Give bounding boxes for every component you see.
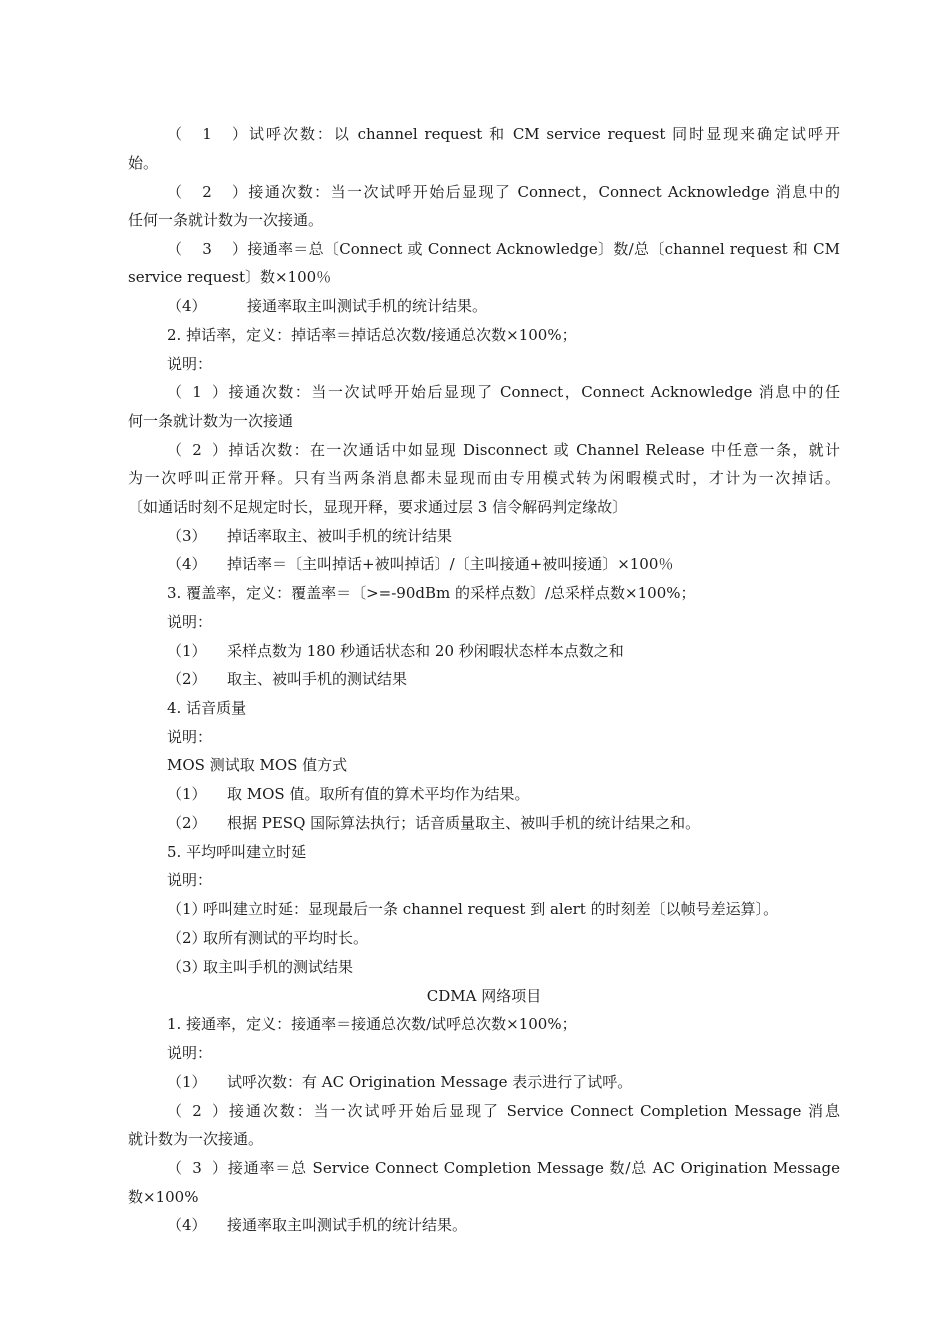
item-text: 根据 PESQ 国际算法执行；话音质量取主、被叫手机的统计结果之和。 xyxy=(227,814,701,832)
item-text: 接通率取主叫测试手机的统计结果。 xyxy=(227,1216,468,1234)
item-number: （2） xyxy=(167,441,227,459)
paragraph-line: 数×100% xyxy=(128,1188,199,1206)
note-label: 说明： xyxy=(167,1044,213,1062)
paragraph-line xyxy=(167,123,840,145)
item-number: （1） xyxy=(167,900,207,918)
paragraph-line: 始。 xyxy=(128,154,159,172)
section-heading: 5. 平均呼叫建立时延 xyxy=(167,843,307,861)
paragraph-line: 〔如通话时刻不足规定时长，显现开释，要求通过层 3 信令解码判定缘故〕 xyxy=(128,498,628,516)
item-text: 接通率＝总〔Connect 或 Connect Acknowledge〕数/总〔channel request 和 CM xyxy=(247,240,840,258)
paragraph-line: MOS 测试取 MOS 值方式 xyxy=(167,756,348,774)
item-text: 接通率＝总 Service Connect Completion Message 数/总 AC Origination Message xyxy=(227,1159,840,1177)
paragraph-line xyxy=(167,181,840,203)
item-number: （4） xyxy=(167,297,207,315)
item-number: （4） xyxy=(167,555,207,573)
paragraph-line: 为一次呼叫正常开释。只有当两条消息都未显现而由专用模式转为闲暇模式时，才计为一次掉话。 xyxy=(128,469,840,487)
item-number: （2） xyxy=(167,1102,227,1120)
item-number: （2） xyxy=(167,814,207,832)
section-heading: 2. 掉话率，定义：掉话率＝掉话总次数/接通总次数×100%； xyxy=(167,326,577,344)
item-number: （1） xyxy=(167,125,247,143)
paragraph-line xyxy=(167,238,840,260)
item-number: （1） xyxy=(167,383,227,401)
paragraph-line xyxy=(167,553,840,575)
item-number: （1） xyxy=(167,785,207,803)
item-text: 掉话次数：在一次通话中如显现 Disconnect 或 Channel Release 中任意一条，就计 xyxy=(227,441,840,459)
paragraph-line xyxy=(167,1157,840,1179)
item-number: （3） xyxy=(167,527,207,545)
item-text: 掉话率＝〔主叫掉话+被叫掉话〕/〔主叫接通+被叫接通〕×100％ xyxy=(227,555,674,573)
item-text: 接通次数：当一次试呼开始后显现了 Connect，Connect Acknowledge 消息中的任 xyxy=(227,383,840,401)
item-number: （2） xyxy=(167,183,247,201)
paragraph-line xyxy=(167,812,840,834)
paragraph-line xyxy=(167,898,840,920)
item-number: （3） xyxy=(167,1159,227,1177)
section-heading: 3. 覆盖率，定义：覆盖率＝〔>=-90dBm 的采样点数〕/总采样点数×100%； xyxy=(167,584,696,602)
paragraph-line xyxy=(167,1100,840,1122)
paragraph-line xyxy=(167,1071,840,1093)
paragraph-line: service request〕数×100％ xyxy=(128,268,332,286)
item-text: 试呼次数：以 channel request 和 CM service request 同时显现来确定试呼开 xyxy=(247,125,840,143)
paragraph-line: 就计数为一次接通。 xyxy=(128,1130,264,1148)
section-heading: 1. 接通率，定义：接通率＝接通总次数/试呼总次数×100%； xyxy=(167,1015,577,1033)
item-text: 取主、被叫手机的测试结果 xyxy=(227,670,408,688)
note-label: 说明： xyxy=(167,728,213,746)
item-text: 接通次数：当一次试呼开始后显现了 Connect，Connect Acknowledge 消息中的 xyxy=(247,183,840,201)
item-text: 呼叫建立时延：显现最后一条 channel request 到 alert 的时刻差〔以帧号差运算〕。 xyxy=(203,900,779,918)
item-text: 试呼次数：有 AC Origination Message 表示进行了试呼。 xyxy=(227,1073,633,1091)
item-text: 取主叫手机的测试结果 xyxy=(203,958,354,976)
paragraph-line xyxy=(167,783,840,805)
paragraph-line xyxy=(167,640,840,662)
item-number: （1） xyxy=(167,1073,207,1091)
item-text: 取所有测试的平均时长。 xyxy=(203,929,369,947)
paragraph-line: 何一条就计数为一次接通 xyxy=(128,412,294,430)
paragraph-line xyxy=(167,525,840,547)
item-number: （3） xyxy=(167,958,207,976)
item-number: （2） xyxy=(167,929,207,947)
section-title: CDMA 网络项目 xyxy=(426,987,542,1005)
paragraph-line xyxy=(167,956,840,978)
item-text: 取 MOS 值。取所有值的算术平均作为结果。 xyxy=(227,785,530,803)
item-text: 掉话率取主、被叫手机的统计结果 xyxy=(227,527,453,545)
paragraph-line xyxy=(167,295,840,317)
item-text: 接通率取主叫测试手机的统计结果。 xyxy=(247,297,488,315)
item-number: （2） xyxy=(167,670,207,688)
section-heading: 4. 话音质量 xyxy=(167,699,247,717)
item-text: 接通次数：当一次试呼开始后显现了 Service Connect Completion Message 消息 xyxy=(227,1102,840,1120)
note-label: 说明： xyxy=(167,613,213,631)
note-label: 说明： xyxy=(167,871,213,889)
note-label: 说明： xyxy=(167,355,213,373)
item-number: （4） xyxy=(167,1216,207,1234)
paragraph-line xyxy=(167,668,840,690)
paragraph-line: 任何一条就计数为一次接通。 xyxy=(128,211,324,229)
paragraph-line xyxy=(167,439,840,461)
paragraph-line xyxy=(167,927,840,949)
paragraph-line xyxy=(167,381,840,403)
paragraph-line xyxy=(167,1214,840,1236)
item-number: （1） xyxy=(167,642,207,660)
item-text: 采样点数为 180 秒通话状态和 20 秒闲暇状态样本点数之和 xyxy=(227,642,624,660)
item-number: （3） xyxy=(167,240,247,258)
